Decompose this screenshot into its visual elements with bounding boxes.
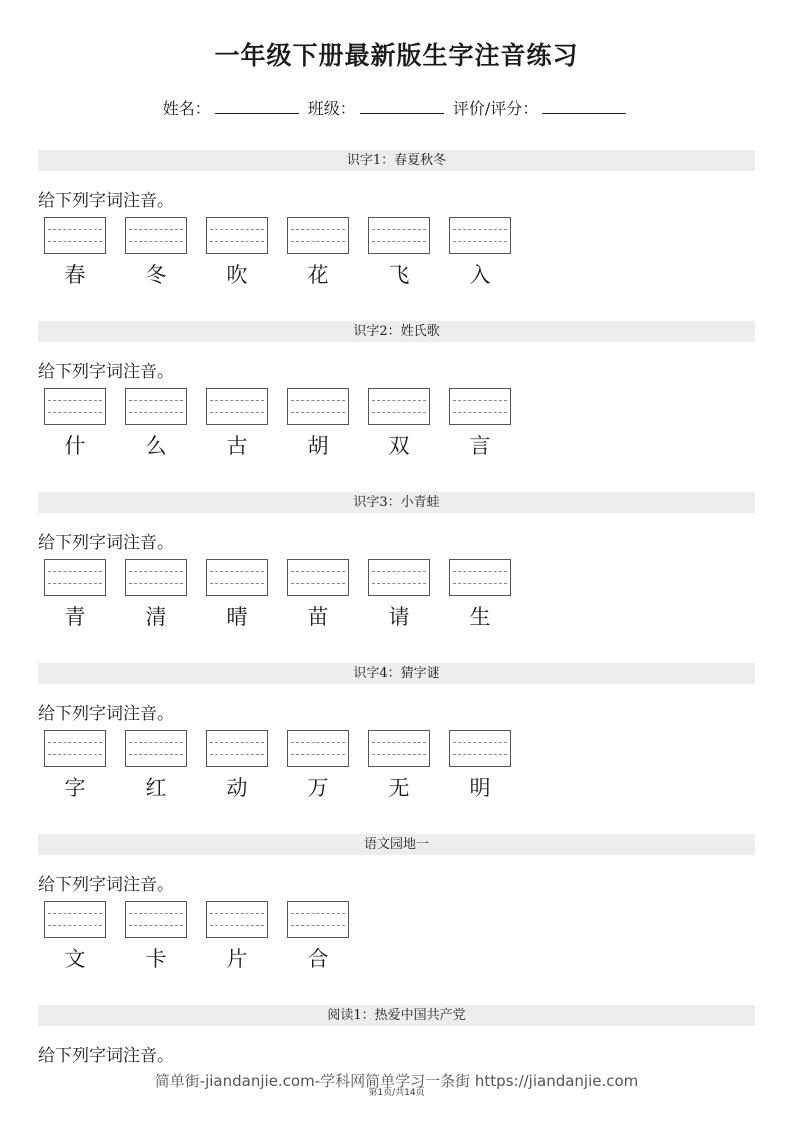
pinyin-guide-line — [129, 241, 183, 242]
pinyin-guide-line — [372, 583, 426, 584]
character-cell — [287, 559, 349, 631]
score-blank — [542, 99, 626, 114]
pinyin-guide-line — [291, 742, 345, 743]
character-cell — [449, 388, 511, 460]
pinyin-answer-box[interactable] — [206, 217, 268, 254]
character-cell — [125, 901, 187, 973]
class-blank — [360, 99, 444, 114]
student-info-row — [0, 96, 793, 119]
pinyin-guide-line — [129, 925, 183, 926]
score-label: 评价/评分： — [452, 99, 539, 118]
name-blank — [215, 99, 299, 114]
hanzi-character: 春 — [64, 263, 86, 287]
pinyin-answer-box[interactable] — [368, 559, 430, 596]
hanzi-character: 么 — [145, 434, 167, 458]
character-cell — [368, 559, 430, 631]
character-cell — [44, 388, 106, 460]
pinyin-guide-line — [210, 583, 264, 584]
section-instruction: 给下列字词注音。 — [38, 1046, 174, 1066]
pinyin-guide-line — [210, 925, 264, 926]
pinyin-answer-box[interactable] — [368, 217, 430, 254]
pinyin-guide-line — [291, 400, 345, 401]
pinyin-guide-line — [453, 754, 507, 755]
character-cell — [206, 388, 268, 460]
pinyin-answer-box[interactable] — [125, 559, 187, 596]
pinyin-guide-line — [372, 571, 426, 572]
hanzi-character: 生 — [469, 605, 491, 629]
pinyin-guide-line — [129, 400, 183, 401]
character-cell — [44, 901, 106, 973]
pinyin-guide-line — [129, 412, 183, 413]
character-cell — [287, 730, 349, 802]
pinyin-answer-box[interactable] — [206, 730, 268, 767]
pinyin-guide-line — [453, 241, 507, 242]
pinyin-guide-line — [48, 229, 102, 230]
character-cell — [125, 559, 187, 631]
hanzi-character: 合 — [307, 947, 329, 971]
pinyin-guide-line — [372, 742, 426, 743]
hanzi-character: 字 — [64, 776, 86, 800]
pinyin-answer-box[interactable] — [44, 730, 106, 767]
section-instruction: 给下列字词注音。 — [38, 362, 174, 382]
character-cell — [368, 217, 430, 289]
pinyin-guide-line — [48, 742, 102, 743]
character-cell — [125, 388, 187, 460]
pinyin-answer-box[interactable] — [449, 559, 511, 596]
pinyin-answer-box[interactable] — [125, 901, 187, 938]
pinyin-answer-box[interactable] — [287, 217, 349, 254]
section-instruction: 给下列字词注音。 — [38, 704, 174, 724]
pinyin-guide-line — [210, 742, 264, 743]
hanzi-character: 古 — [226, 434, 248, 458]
pinyin-guide-line — [48, 913, 102, 914]
pinyin-guide-line — [291, 754, 345, 755]
character-cell — [287, 901, 349, 973]
pinyin-guide-line — [453, 583, 507, 584]
hanzi-character: 红 — [145, 776, 167, 800]
section-heading: 语文园地一 — [38, 834, 755, 855]
pinyin-guide-line — [291, 583, 345, 584]
section-instruction: 给下列字词注音。 — [38, 533, 174, 553]
pinyin-answer-box[interactable] — [287, 730, 349, 767]
section-heading: 识字2：姓氏歌 — [38, 321, 755, 342]
pinyin-guide-line — [210, 241, 264, 242]
hanzi-character: 什 — [64, 434, 86, 458]
section-heading: 阅读1：热爱中国共产党 — [38, 1005, 755, 1026]
pinyin-answer-box[interactable] — [125, 388, 187, 425]
pinyin-answer-box[interactable] — [368, 730, 430, 767]
hanzi-character: 片 — [226, 947, 248, 971]
hanzi-character: 花 — [307, 263, 329, 287]
pinyin-guide-line — [48, 754, 102, 755]
pinyin-guide-line — [372, 241, 426, 242]
character-cell — [368, 388, 430, 460]
hanzi-character: 动 — [226, 776, 248, 800]
pinyin-guide-line — [210, 400, 264, 401]
pinyin-answer-box[interactable] — [206, 388, 268, 425]
character-cell — [449, 730, 511, 802]
name-label: 姓名： — [162, 99, 211, 118]
character-cell — [125, 217, 187, 289]
pinyin-answer-box[interactable] — [449, 217, 511, 254]
pinyin-guide-line — [48, 241, 102, 242]
pinyin-guide-line — [48, 583, 102, 584]
pinyin-guide-line — [210, 913, 264, 914]
character-cell — [287, 388, 349, 460]
pinyin-guide-line — [48, 571, 102, 572]
pinyin-guide-line — [453, 229, 507, 230]
pinyin-guide-line — [48, 925, 102, 926]
pinyin-guide-line — [291, 241, 345, 242]
pinyin-guide-line — [291, 913, 345, 914]
pinyin-guide-line — [129, 229, 183, 230]
character-cell — [206, 730, 268, 802]
hanzi-character: 入 — [469, 263, 491, 287]
footer-watermark: 简单街-jiandanjie.com-学科网简单学习一条街 https://jiandanjie.com — [154, 1072, 639, 1090]
pinyin-guide-line — [210, 412, 264, 413]
page-title: 一年级下册最新版生字注音练习 — [214, 41, 579, 70]
character-cell — [44, 559, 106, 631]
pinyin-guide-line — [372, 229, 426, 230]
pinyin-guide-line — [372, 412, 426, 413]
character-cell — [368, 730, 430, 802]
pinyin-answer-box[interactable] — [44, 559, 106, 596]
pinyin-answer-box[interactable] — [44, 901, 106, 938]
pinyin-guide-line — [210, 754, 264, 755]
hanzi-character: 苗 — [307, 605, 329, 629]
pinyin-answer-box[interactable] — [206, 901, 268, 938]
hanzi-character: 飞 — [388, 263, 410, 287]
hanzi-character: 文 — [64, 947, 86, 971]
pinyin-guide-line — [129, 754, 183, 755]
hanzi-character: 双 — [388, 434, 410, 458]
hanzi-character: 无 — [388, 776, 410, 800]
pinyin-answer-box[interactable] — [125, 217, 187, 254]
pinyin-guide-line — [453, 571, 507, 572]
character-cell — [449, 217, 511, 289]
pinyin-answer-box[interactable] — [449, 388, 511, 425]
hanzi-character: 青 — [64, 605, 86, 629]
pinyin-guide-line — [48, 400, 102, 401]
pinyin-guide-line — [129, 583, 183, 584]
character-cell — [206, 559, 268, 631]
pinyin-guide-line — [372, 400, 426, 401]
pinyin-guide-line — [129, 742, 183, 743]
character-cell — [44, 217, 106, 289]
character-cell — [206, 901, 268, 973]
hanzi-character: 请 — [388, 605, 410, 629]
pinyin-answer-box[interactable] — [368, 388, 430, 425]
section-instruction: 给下列字词注音。 — [38, 875, 174, 895]
hanzi-character: 言 — [469, 434, 491, 458]
pinyin-answer-box[interactable] — [44, 388, 106, 425]
pinyin-answer-box[interactable] — [287, 901, 349, 938]
pinyin-answer-box[interactable] — [287, 559, 349, 596]
pinyin-answer-box[interactable] — [125, 730, 187, 767]
hanzi-character: 明 — [469, 776, 491, 800]
pinyin-answer-box[interactable] — [449, 730, 511, 767]
pinyin-guide-line — [129, 571, 183, 572]
pinyin-guide-line — [453, 400, 507, 401]
pinyin-guide-line — [453, 742, 507, 743]
class-label: 班级： — [307, 99, 356, 118]
hanzi-character: 万 — [307, 776, 329, 800]
pinyin-answer-box[interactable] — [287, 388, 349, 425]
hanzi-character: 清 — [145, 605, 167, 629]
character-cell — [206, 217, 268, 289]
pinyin-answer-box[interactable] — [206, 559, 268, 596]
character-cell — [449, 559, 511, 631]
hanzi-character: 晴 — [226, 605, 248, 629]
pinyin-guide-line — [291, 571, 345, 572]
section-heading: 识字1：春夏秋冬 — [38, 150, 755, 171]
pinyin-guide-line — [291, 229, 345, 230]
pinyin-guide-line — [372, 754, 426, 755]
hanzi-character: 胡 — [307, 434, 329, 458]
hanzi-character: 冬 — [145, 263, 167, 287]
pinyin-guide-line — [291, 412, 345, 413]
hanzi-character: 卡 — [145, 947, 167, 971]
section-heading: 识字4：猜字谜 — [38, 663, 755, 684]
pinyin-guide-line — [48, 412, 102, 413]
character-cell — [125, 730, 187, 802]
pinyin-guide-line — [291, 925, 345, 926]
pinyin-guide-line — [210, 229, 264, 230]
pinyin-guide-line — [453, 412, 507, 413]
section-heading: 识字3：小青蛙 — [38, 492, 755, 513]
hanzi-character: 吹 — [226, 263, 248, 287]
section-instruction: 给下列字词注音。 — [38, 191, 174, 211]
pinyin-guide-line — [129, 913, 183, 914]
pinyin-answer-box[interactable] — [44, 217, 106, 254]
pinyin-guide-line — [210, 571, 264, 572]
page-number: 第1页/共14页 — [368, 1088, 425, 1098]
character-cell — [287, 217, 349, 289]
character-cell — [44, 730, 106, 802]
